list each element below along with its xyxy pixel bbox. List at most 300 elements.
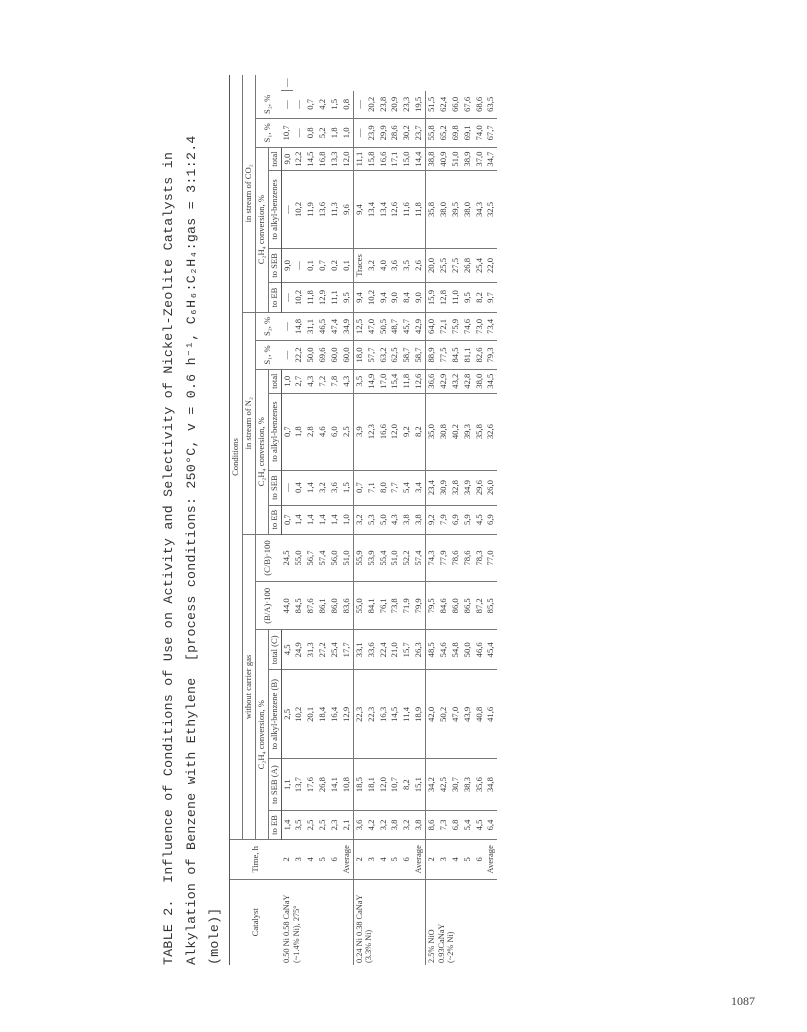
value-cell: 57,4 <box>413 534 425 582</box>
value-cell: 39,5 <box>450 171 462 248</box>
value-cell: 20,9 <box>389 91 401 119</box>
value-cell: 7,9 <box>438 505 450 534</box>
value-cell: 0,7 <box>281 505 293 534</box>
value-cell: 86,1 <box>317 582 329 630</box>
value-cell: 10,8 <box>341 759 353 810</box>
value-cell: 3,2 <box>378 810 390 839</box>
value-cell: 5,4 <box>462 810 474 839</box>
value-cell: 7,8 <box>329 369 341 393</box>
value-cell: 4,2 <box>366 810 378 839</box>
value-cell: 23,8 <box>378 91 390 119</box>
table-caption-line-2: Alkylation of Benzene with Ethylene [process conditions: 250°C, v = 0.6 h⁻¹, C₆H₆:C₂H₄:gas = 3:1:2.4 <box>184 135 199 965</box>
value-cell: 72,1 <box>438 312 450 341</box>
value-cell: 58,7 <box>401 341 413 370</box>
value-cell: 31,1 <box>305 312 317 341</box>
value-cell: 66,0 <box>450 91 462 119</box>
value-cell: 6,9 <box>485 505 497 534</box>
value-cell: 32,6 <box>485 393 497 470</box>
value-cell: 68,6 <box>474 91 486 119</box>
value-cell: 7,2 <box>317 369 329 393</box>
value-cell: 85,5 <box>485 582 497 630</box>
value-cell: 5,2 <box>317 119 329 148</box>
value-cell: 13,4 <box>366 171 378 248</box>
value-cell: 12,9 <box>341 670 353 759</box>
to-seb-header-3: to SEB <box>268 248 281 283</box>
value-cell: 24,9 <box>293 630 305 670</box>
time-cell: 2 <box>281 840 293 879</box>
value-cell: 4,0 <box>378 248 390 283</box>
value-cell: 40,2 <box>450 393 462 470</box>
value-cell: 22,3 <box>353 670 365 759</box>
value-cell: 51,0 <box>341 534 353 582</box>
value-cell: 14,1 <box>329 759 341 810</box>
value-cell: 4,5 <box>474 505 486 534</box>
value-cell: 0,2 <box>329 248 341 283</box>
value-cell: 34,7 <box>485 147 497 171</box>
value-cell: 50,0 <box>305 341 317 370</box>
value-cell: 50,5 <box>378 312 390 341</box>
value-cell: — <box>353 119 365 148</box>
time-cell: 6 <box>401 840 413 879</box>
s1-header-n2: S₁, % <box>255 341 281 370</box>
value-cell: — <box>281 283 293 312</box>
value-cell: 21,0 <box>389 630 401 670</box>
value-cell: 38,3 <box>462 759 474 810</box>
value-cell: 79,9 <box>413 582 425 630</box>
value-cell: 79,5 <box>426 582 438 630</box>
value-cell: 0,1 <box>305 248 317 283</box>
value-cell: 15,1 <box>413 759 425 810</box>
value-cell: 23,4 <box>426 470 438 505</box>
value-cell: 10,2 <box>293 171 305 248</box>
value-cell: 2,6 <box>413 248 425 283</box>
value-cell: 25,4 <box>329 630 341 670</box>
value-cell: 3,2 <box>366 248 378 283</box>
value-cell: 38,0 <box>474 369 486 393</box>
value-cell: 27,2 <box>317 630 329 670</box>
value-cell: 3,8 <box>401 505 413 534</box>
value-cell: 5,9 <box>462 505 474 534</box>
table-row <box>401 75 413 965</box>
value-cell: — <box>281 171 293 248</box>
table-row <box>426 75 438 965</box>
value-cell: 62,4 <box>438 91 450 119</box>
value-cell: 23,3 <box>401 91 413 119</box>
value-cell: 20,0 <box>426 248 438 283</box>
value-cell: — <box>293 119 305 148</box>
value-cell: 30,7 <box>450 759 462 810</box>
to-eb-header-2: to EB <box>268 505 281 534</box>
value-cell: 69,1 <box>462 119 474 148</box>
value-cell: 78,6 <box>462 534 474 582</box>
value-cell: 1,5 <box>341 470 353 505</box>
ratio-ba-header: (B/A)·100 <box>255 582 281 630</box>
value-cell: 8,2 <box>401 759 413 810</box>
total-header-2: total <box>268 369 281 393</box>
to-eb-header-3: to EB <box>268 283 281 312</box>
value-cell: 3,6 <box>389 248 401 283</box>
value-cell: 17,7 <box>341 630 353 670</box>
value-cell: 1,8 <box>293 393 305 470</box>
value-cell: 9,5 <box>462 283 474 312</box>
value-cell: — <box>281 75 293 91</box>
value-cell: 11,4 <box>401 670 413 759</box>
value-cell: 56,0 <box>329 534 341 582</box>
table-row <box>474 75 486 965</box>
value-cell: 12,5 <box>353 312 365 341</box>
value-cell: 73,0 <box>474 312 486 341</box>
ratio-cb-header: (C/B)·100 <box>255 534 281 582</box>
value-cell: 73,8 <box>389 582 401 630</box>
value-cell: 8,2 <box>474 283 486 312</box>
value-cell: 43,9 <box>462 670 474 759</box>
value-cell: 22,3 <box>366 670 378 759</box>
value-cell: 71,9 <box>401 582 413 630</box>
value-cell: 10,7 <box>389 759 401 810</box>
s2-header-co2: S₂, % <box>255 91 281 119</box>
value-cell: 38,8 <box>426 147 438 171</box>
value-cell: 34,9 <box>341 312 353 341</box>
value-cell: 56,7 <box>305 534 317 582</box>
value-cell: — <box>353 91 365 119</box>
value-cell: 1,0 <box>281 369 293 393</box>
value-cell: 42,9 <box>438 369 450 393</box>
value-cell: 3,4 <box>413 470 425 505</box>
value-cell: 3,8 <box>413 505 425 534</box>
value-cell: 67,7 <box>485 119 497 148</box>
value-cell: 3,9 <box>353 393 365 470</box>
value-cell: 54,8 <box>450 630 462 670</box>
table-row <box>305 75 317 965</box>
value-cell: 86,0 <box>329 582 341 630</box>
value-cell: 4,5 <box>281 630 293 670</box>
catalyst-cell: 0.24 Ni 0.38 CaNaY (3.3% Ni) <box>353 879 425 965</box>
value-cell: 14,9 <box>366 369 378 393</box>
value-cell: 15,8 <box>366 147 378 171</box>
value-cell: 63,2 <box>378 341 390 370</box>
value-cell: 19,5 <box>413 91 425 119</box>
c2h4-conversion-header-3: C₂H₄ conversion, % <box>255 147 268 312</box>
value-cell: 48,7 <box>389 312 401 341</box>
value-cell: 4,3 <box>305 369 317 393</box>
value-cell: 12,2 <box>293 147 305 171</box>
value-cell: 1,4 <box>317 505 329 534</box>
value-cell: 76,1 <box>378 582 390 630</box>
catalyst-cell: 0.50 Ni 0.58 CaNaY (~1.4% Ni), 275° <box>282 894 301 963</box>
value-cell: 42,9 <box>413 312 425 341</box>
value-cell: 0,7 <box>305 91 317 119</box>
value-cell: 22,4 <box>378 630 390 670</box>
value-cell: 2,7 <box>293 369 305 393</box>
value-cell: — <box>281 341 293 370</box>
value-cell: 0,7 <box>353 470 365 505</box>
value-cell: 35,6 <box>474 759 486 810</box>
value-cell: 34,5 <box>485 369 497 393</box>
value-cell: 8,2 <box>413 393 425 470</box>
value-cell: 69,8 <box>450 119 462 148</box>
value-cell: 8,4 <box>401 283 413 312</box>
value-cell: 38,0 <box>462 171 474 248</box>
value-cell: 77,0 <box>485 534 497 582</box>
value-cell: 25,4 <box>474 248 486 283</box>
value-cell: 12,8 <box>438 283 450 312</box>
value-cell: 15,7 <box>401 630 413 670</box>
table-row <box>438 75 450 965</box>
value-cell: 52,2 <box>401 534 413 582</box>
value-cell: 26,3 <box>413 630 425 670</box>
time-header: Time, h <box>230 840 282 879</box>
value-cell: 30,2 <box>401 119 413 148</box>
table-row <box>413 75 425 965</box>
value-cell: 51,0 <box>389 534 401 582</box>
value-cell: 42,8 <box>462 369 474 393</box>
value-cell: 6,9 <box>450 505 462 534</box>
value-cell: 1,4 <box>305 505 317 534</box>
value-cell: 58,7 <box>413 341 425 370</box>
value-cell: 86,0 <box>450 582 462 630</box>
value-cell: 13,3 <box>329 147 341 171</box>
value-cell: 39,3 <box>462 393 474 470</box>
value-cell: 26,0 <box>485 470 497 505</box>
value-cell: 3,2 <box>401 810 413 839</box>
s2-header-n2: S₂, % <box>255 312 281 341</box>
value-cell: 47,0 <box>450 670 462 759</box>
value-cell: 15,0 <box>401 147 413 171</box>
value-cell: 16,8 <box>317 147 329 171</box>
value-cell: 30,8 <box>438 393 450 470</box>
time-cell: 2 <box>426 840 438 879</box>
value-cell: 38,9 <box>462 147 474 171</box>
time-cell: 4 <box>378 840 390 879</box>
value-cell: 11,6 <box>401 171 413 248</box>
value-cell: 51,0 <box>450 147 462 171</box>
value-cell: 78,3 <box>474 534 486 582</box>
value-cell: 0,8 <box>341 91 353 119</box>
value-cell: 17,6 <box>305 759 317 810</box>
time-cell: 3 <box>293 840 305 879</box>
s1-header-co2: S₁, % <box>255 119 281 148</box>
value-cell: 1,0 <box>341 119 353 148</box>
value-cell: 84,1 <box>366 582 378 630</box>
value-cell: 12,0 <box>378 759 390 810</box>
value-cell: 84,5 <box>293 582 305 630</box>
value-cell: 3,5 <box>353 369 365 393</box>
value-cell: 1,4 <box>281 810 293 839</box>
value-cell: 4,2 <box>317 91 329 119</box>
value-cell: 83,6 <box>341 582 353 630</box>
value-cell: 25,5 <box>438 248 450 283</box>
to-seb-header-2: to SEB <box>268 470 281 505</box>
value-cell: 82,6 <box>474 341 486 370</box>
value-cell: 57,7 <box>366 341 378 370</box>
value-cell: 79,3 <box>485 341 497 370</box>
value-cell: 37,0 <box>474 147 486 171</box>
table-row <box>485 75 497 965</box>
value-cell: 38,0 <box>438 171 450 248</box>
value-cell: 14,5 <box>305 147 317 171</box>
value-cell: 3,8 <box>389 810 401 839</box>
value-cell: 10,2 <box>293 283 305 312</box>
value-cell: 2,5 <box>281 670 293 759</box>
value-cell: 9,5 <box>341 283 353 312</box>
value-cell: 1,4 <box>293 505 305 534</box>
conditions-header: Conditions <box>230 75 243 840</box>
value-cell: 77,5 <box>438 341 450 370</box>
value-cell: 46,5 <box>317 312 329 341</box>
value-cell: 43,2 <box>450 369 462 393</box>
value-cell: 3,2 <box>317 470 329 505</box>
value-cell: 1,1 <box>281 759 293 810</box>
rotated-table-region <box>160 75 800 965</box>
value-cell: 26,8 <box>462 248 474 283</box>
value-cell: 9,7 <box>485 283 497 312</box>
value-cell: 4,3 <box>389 505 401 534</box>
value-cell: 31,3 <box>305 630 317 670</box>
value-cell: 23,7 <box>413 119 425 148</box>
value-cell: 53,9 <box>366 534 378 582</box>
value-cell: 1,8 <box>329 119 341 148</box>
value-cell: 18,4 <box>317 670 329 759</box>
value-cell: 51,5 <box>426 91 438 119</box>
value-cell: 47,0 <box>366 312 378 341</box>
table-row <box>389 75 401 965</box>
value-cell: 0,1 <box>341 248 353 283</box>
value-cell: 33,6 <box>366 630 378 670</box>
value-cell: 60,0 <box>329 341 341 370</box>
value-cell: 3,8 <box>413 810 425 839</box>
time-cell: 5 <box>317 840 329 879</box>
value-cell: 4,5 <box>474 810 486 839</box>
table-row <box>353 75 365 965</box>
value-cell: 74,0 <box>474 119 486 148</box>
value-cell: — <box>281 470 293 505</box>
value-cell: 2,5 <box>317 810 329 839</box>
value-cell: 8,6 <box>426 810 438 839</box>
value-cell: 55,8 <box>426 119 438 148</box>
value-cell: 84,5 <box>450 341 462 370</box>
value-cell: 35,0 <box>426 393 438 470</box>
value-cell: 36,6 <box>426 369 438 393</box>
value-cell: 16,6 <box>378 147 390 171</box>
table-row <box>450 75 462 965</box>
value-cell: 40,8 <box>474 670 486 759</box>
value-cell: 87,2 <box>474 582 486 630</box>
value-cell: 13,7 <box>293 759 305 810</box>
value-cell: 34,8 <box>485 759 497 810</box>
table-row <box>281 75 293 965</box>
value-cell: 75,9 <box>450 312 462 341</box>
value-cell: 9,0 <box>413 283 425 312</box>
value-cell: 42,0 <box>426 670 438 759</box>
value-cell: 12,9 <box>317 283 329 312</box>
table-row <box>293 75 305 965</box>
value-cell: 12,6 <box>389 171 401 248</box>
value-cell: 5,0 <box>378 505 390 534</box>
value-cell: 67,6 <box>462 91 474 119</box>
value-cell: 1,4 <box>329 505 341 534</box>
table-row <box>341 75 353 965</box>
value-cell: 2,1 <box>341 810 353 839</box>
catalyst-header: Catalyst <box>230 879 282 965</box>
table-body <box>281 75 497 965</box>
value-cell: 7,1 <box>366 470 378 505</box>
value-cell: 11,0 <box>450 283 462 312</box>
value-cell: 35,8 <box>426 171 438 248</box>
to-alkylbenzenes-header-3: to alkyl-benzenes <box>268 171 281 248</box>
value-cell: 34,3 <box>474 171 486 248</box>
value-cell: 8,0 <box>378 470 390 505</box>
total-c-header: total (C) <box>268 630 281 670</box>
value-cell: 17,0 <box>378 369 390 393</box>
page-number: 1087 <box>731 994 755 1008</box>
value-cell: 88,9 <box>426 341 438 370</box>
value-cell: 6,8 <box>450 810 462 839</box>
value-cell: 74,6 <box>462 312 474 341</box>
data-table <box>229 75 497 965</box>
value-cell: 16,6 <box>378 393 390 470</box>
value-cell: 33,1 <box>353 630 365 670</box>
value-cell: 57,4 <box>317 534 329 582</box>
value-cell: 65,2 <box>438 119 450 148</box>
value-cell: Traces <box>353 248 365 283</box>
value-cell: 14,8 <box>293 312 305 341</box>
value-cell: 40,9 <box>438 147 450 171</box>
value-cell: 32,5 <box>485 171 497 248</box>
table-row <box>317 75 329 965</box>
to-seb-a-header: to SEB (A) <box>268 759 281 810</box>
value-cell: 4,3 <box>341 369 353 393</box>
value-cell: 7,3 <box>438 810 450 839</box>
value-cell: 2,5 <box>341 393 353 470</box>
value-cell: 18,9 <box>413 670 425 759</box>
value-cell: 11,8 <box>413 171 425 248</box>
value-cell: 41,6 <box>485 670 497 759</box>
value-cell: 11,1 <box>353 147 365 171</box>
value-cell: 1,0 <box>341 505 353 534</box>
in-stream-n2-header: in stream of N₂ <box>242 312 255 534</box>
time-cell: 4 <box>305 840 317 879</box>
c2h4-conversion-header-2: C₂H₄ conversion, % <box>255 369 268 534</box>
table-row <box>366 75 378 965</box>
table-caption-line-3: (mole)] <box>207 907 222 965</box>
value-cell: 11,8 <box>401 369 413 393</box>
value-cell: 77,9 <box>438 534 450 582</box>
value-cell: 12,0 <box>389 393 401 470</box>
time-cell: 5 <box>389 840 401 879</box>
time-cell: 6 <box>474 840 486 879</box>
value-cell: 18,5 <box>353 759 365 810</box>
value-cell: 42,5 <box>438 759 450 810</box>
value-cell: 13,4 <box>378 171 390 248</box>
value-cell: — <box>281 91 293 119</box>
value-cell: 2,8 <box>305 393 317 470</box>
value-cell: 9,0 <box>281 248 293 283</box>
value-cell: 55,0 <box>293 534 305 582</box>
value-cell: 45,7 <box>401 312 413 341</box>
catalyst-cell: 2.5% NiO 0.93CaNaY (~2% Ni) <box>426 879 498 965</box>
value-cell: — <box>293 248 305 283</box>
value-cell: 1,4 <box>305 470 317 505</box>
value-cell: 34,2 <box>426 759 438 810</box>
value-cell: 11,3 <box>329 171 341 248</box>
value-cell: 47,4 <box>329 312 341 341</box>
value-cell: 7,7 <box>389 470 401 505</box>
value-cell: 34,9 <box>462 470 474 505</box>
value-cell: 9,6 <box>341 171 353 248</box>
value-cell: 0,7 <box>281 393 293 470</box>
value-cell: 16,3 <box>378 670 390 759</box>
value-cell: 55,0 <box>353 582 365 630</box>
